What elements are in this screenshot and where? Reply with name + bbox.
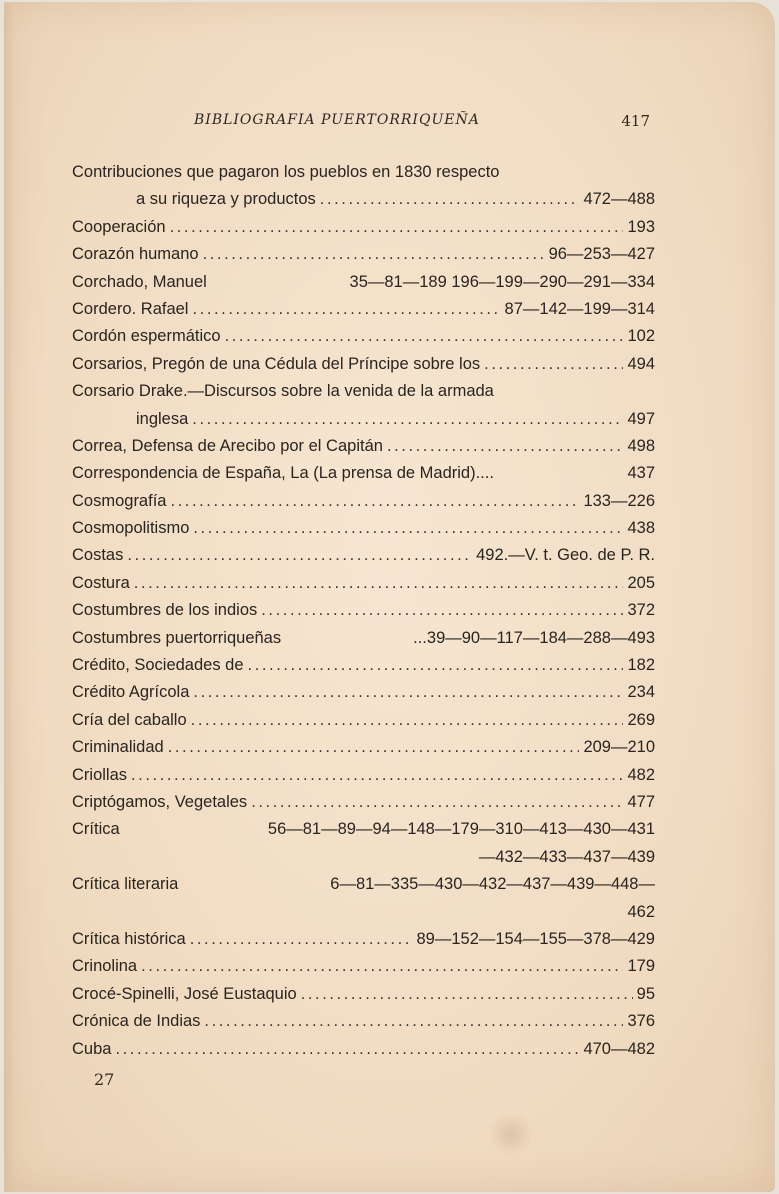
running-title: BIBLIOGRAFIA PUERTORRIQUEÑA [194,112,480,128]
page-spine-shadow [4,2,14,1192]
entry-text: Criollas [72,765,128,784]
dot-leader [193,679,623,706]
entry-pages: 470—482 [583,1039,655,1058]
index-entry [72,926,655,953]
index-entries [72,159,655,1063]
index-entry [72,734,655,761]
entry-pages: 498 [627,436,655,455]
entry-text: Costura [72,573,130,592]
entry-pages: ...39—90—117—184—288—493 [413,628,655,647]
entry-pages: 89—152—154—155—378—429 [416,929,655,948]
entry-text: inglesa [136,409,189,428]
running-header [194,112,650,130]
index-entry [72,159,655,186]
entry-text: Cuba [72,1039,112,1058]
entry-pages: —432—433—437—439 [478,847,655,866]
entry-pages: 494 [627,354,655,373]
index-entry [72,981,655,1008]
entry-text: Cosmopolitismo [72,519,190,538]
index-entry [72,378,655,405]
entry-pages: 372 [627,601,655,620]
dot-leader [251,789,623,816]
entry-text: Corsarios, Pregón de una Cédula del Príncipe sobre los [72,354,481,373]
entry-text: Crítica literaria [72,875,179,894]
entry-text: Crédito, Sociedades de [72,656,244,675]
dot-leader [127,542,472,569]
dot-leader [193,515,623,542]
index-entry [72,762,655,789]
entry-pages: 492.—V. t. Geo. de P. R. [476,546,655,565]
index-entry [72,570,655,597]
entry-text: Crítica histórica [72,929,186,948]
entry-text: Cooperación [72,217,166,236]
entry-text: Crónica de Indias [72,1012,201,1031]
entry-pages: 437 [627,464,655,483]
index-entry [72,871,655,898]
dot-leader [261,597,623,624]
dot-leader [190,926,413,953]
entry-text: Cordón espermático [72,327,221,346]
dot-leader [320,186,580,213]
entry-text: Corsario Drake.—Discursos sobre la venida de la armada [72,382,494,401]
entry-text: Cosmografía [72,491,167,510]
index-entry [72,816,655,843]
entry-pages: 438 [627,519,655,538]
index-entry [72,186,655,213]
entry-text: Costumbres puertorriqueñas [72,628,282,647]
index-entry [72,460,655,487]
entry-pages: 209—210 [583,738,655,757]
entry-text: Contribuciones que pagaron los pueblos en 1830 respecto [72,163,500,181]
entry-pages: 477 [627,792,655,811]
entry-text: Crinolina [72,957,138,976]
entry-pages: 179 [627,957,655,976]
entry-text: a su riqueza y productos [136,190,316,209]
entry-pages: 269 [627,710,655,729]
index-entry [72,269,655,296]
index-entry [72,707,655,734]
index-entry [72,406,655,433]
index-entry [72,597,655,624]
index-entry [72,296,655,323]
entry-pages: 497 [627,409,655,428]
dot-leader [170,488,579,515]
index-entry [72,679,655,706]
index-entry [72,899,655,926]
entry-pages: 102 [627,327,655,346]
dot-leader [192,296,500,323]
entry-text: Correa, Defensa de Arecibo por el Capitán [72,436,383,455]
paper-stain [486,1114,536,1154]
entry-text: Costas [72,546,124,565]
dot-leader [168,734,580,761]
index-entry [72,515,655,542]
index-entry [72,1008,655,1035]
dot-leader [301,981,633,1008]
entry-pages: 193 [627,217,655,236]
entry-pages: 87—142—199—314 [504,299,655,318]
signature-mark: 27 [94,1070,115,1089]
entry-pages: 6—81—335—430—432—437—439—448— [330,875,655,894]
entry-pages: 182 [627,656,655,675]
entry-text: Criminalidad [72,738,164,757]
dot-leader [134,570,624,597]
entry-pages: 205 [627,573,655,592]
entry-pages: 234 [627,683,655,702]
index-entry [72,844,655,871]
entry-text: Crítica [72,820,120,839]
entry-pages: 56—81—89—94—148—179—310—413—430—431 [267,820,655,839]
entry-text: Correspondencia de España, La (La prensa de Madrid).... [72,464,494,483]
entry-pages: 95 [636,984,655,1003]
dot-leader [192,406,623,433]
dot-leader [203,241,545,268]
entry-pages: 35—81—189 196—199—290—291—334 [349,272,655,291]
entry-text: Crédito Agrícola [72,683,190,702]
dot-leader [131,762,623,789]
book-page [4,2,775,1192]
entry-pages: 472—488 [583,190,655,209]
index-entry [72,953,655,980]
entry-pages: 462 [627,902,655,921]
entry-text: Cordero. Rafael [72,299,189,318]
entry-text: Criptógamos, Vegetales [72,792,248,811]
index-entry [72,433,655,460]
dot-leader [204,1008,623,1035]
entry-pages: 96—253—427 [548,245,655,264]
index-entry [72,789,655,816]
index-entry [72,323,655,350]
dot-leader [141,953,623,980]
entry-text: Corchado, Manuel [72,272,207,291]
dot-leader [115,1036,579,1063]
index-entry [72,241,655,268]
dot-leader [191,707,624,734]
entry-text: Costumbres de los indios [72,601,258,620]
index-entry [72,351,655,378]
entry-pages: 376 [627,1012,655,1031]
index-entry [72,488,655,515]
index-entry [72,652,655,679]
entry-text: Cría del caballo [72,710,187,729]
index-entry [72,214,655,241]
entry-text: Crocé-Spinelli, José Eustaquio [72,984,297,1003]
dot-leader [248,652,624,679]
dot-leader [225,323,624,350]
index-entry [72,1036,655,1063]
dot-leader [170,214,624,241]
dot-leader [484,351,623,378]
page-number: 417 [621,112,650,130]
entry-text: Corazón humano [72,245,199,264]
entry-pages: 482 [627,765,655,784]
index-entry [72,625,655,652]
entry-pages: 133—226 [583,491,655,510]
index-entry [72,542,655,569]
dot-leader [387,433,624,460]
